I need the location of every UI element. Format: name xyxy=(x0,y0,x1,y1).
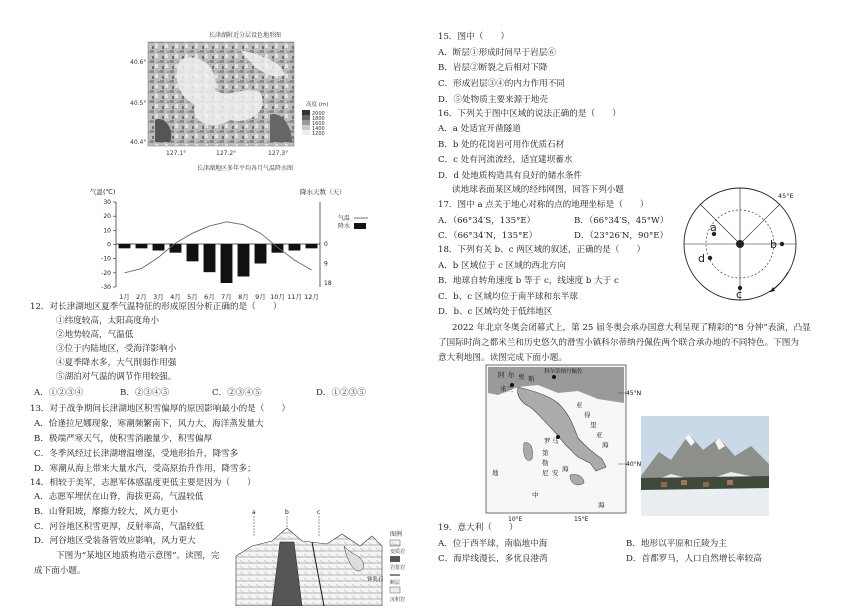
city-rome: 罗 xyxy=(544,437,551,445)
svg-text:斯: 斯 xyxy=(528,375,535,383)
q12-option-d[interactable]: D．①②③⑤ xyxy=(316,388,366,398)
q16-option-c[interactable]: C．c 处有河流流经，适宜建坝蓄水 xyxy=(438,155,573,165)
geology-intro: 下图为“某地区地质构造示意图”。读图，完 xyxy=(56,551,220,561)
left-tick-label: -30 xyxy=(101,284,111,291)
q18-option-d[interactable]: D．b、c 区域均处于低纬地区 xyxy=(438,307,553,317)
left-tick-label: -10 xyxy=(101,255,111,263)
month-label: 8月 xyxy=(238,293,249,301)
point-b: b xyxy=(770,238,777,251)
q19-option-b[interactable]: B．地形以平原和丘陵为主 xyxy=(626,539,727,549)
q14-option-d[interactable]: D．河谷地区受装备管效应影响，风力更大 xyxy=(34,536,196,546)
climate-chart xyxy=(80,180,390,308)
q13-option-d[interactable]: D．寒潮从海上带来大量水汽，受高原抬升作用，降雪多； xyxy=(34,464,256,474)
svg-text:阿: 阿 xyxy=(498,371,505,379)
lat-40n: 40°N xyxy=(626,461,642,468)
label-c: c xyxy=(317,509,321,516)
svg-text:马: 马 xyxy=(552,437,559,445)
lon-label: 127.3° xyxy=(268,150,289,157)
question-18: 18．下列有关 b、c 两区域的叙述，正确的是（ ） xyxy=(438,245,646,255)
question-12: 12．对长津湖地区夏季气温特征的形成原因分析正确的是（ ） xyxy=(30,302,282,312)
lon-45e-label: 45°E xyxy=(778,192,794,200)
point-a: a xyxy=(710,221,717,234)
q17-option-a[interactable]: A．（66°34′S，135°E） xyxy=(438,216,536,226)
q12-item: ⑤湖泊对气温的调节作用较强。 xyxy=(56,372,177,382)
q12-option-a[interactable]: A．①②③④ xyxy=(34,388,84,398)
label-a: a xyxy=(252,509,256,516)
month-label: 6月 xyxy=(204,293,215,301)
topographic-map xyxy=(120,30,350,180)
svg-text:亚: 亚 xyxy=(576,401,583,409)
left-axis-label: 气温(℃) xyxy=(90,188,116,196)
q14-option-c[interactable]: C．河谷地区积雪更厚，反射率高，气温较低 xyxy=(34,522,204,532)
precip-bar xyxy=(187,244,199,261)
question-16: 16．下列关于图中区域的说法正确的是（ ） xyxy=(438,109,621,119)
q18-option-b[interactable]: B．地球自转角速度 b 等于 c，线速度 b 大于 c xyxy=(438,276,619,286)
lat-label: 40.5° xyxy=(130,100,147,107)
svg-text:2000: 2000 xyxy=(312,111,325,117)
geology-diagram xyxy=(232,506,422,606)
legend-title: 图例 xyxy=(390,531,403,538)
svg-text:卑: 卑 xyxy=(518,373,525,381)
right-axis-label: 降水天数（天） xyxy=(300,188,346,196)
right-tick-label: 9 xyxy=(324,260,328,268)
svg-text:第: 第 xyxy=(542,449,549,457)
q16-option-a[interactable]: A．a 处适宜开凿隧道 xyxy=(438,124,521,134)
svg-text:亚: 亚 xyxy=(596,431,603,439)
passage-line: 意大利地图。读图完成下面小题。 xyxy=(438,353,567,363)
left-tick-label: 0 xyxy=(107,241,111,249)
lon-label: 127.2° xyxy=(216,150,237,157)
precip-bar xyxy=(255,244,267,264)
q18-option-c[interactable]: C．b、c 区域均位于南半球和东半球 xyxy=(438,292,578,302)
left-tick-label: 10 xyxy=(103,227,111,235)
q19-option-a[interactable]: A．位于西半球，南临地中海 xyxy=(438,539,548,549)
italy-map xyxy=(478,363,646,523)
lon-15e: 15°E xyxy=(574,516,589,523)
precip-bar xyxy=(136,244,148,248)
mountain-town-photo xyxy=(641,416,769,516)
precip-bar xyxy=(306,244,318,248)
month-label: 10月 xyxy=(270,293,285,301)
point-c: c xyxy=(736,288,743,301)
svg-text:勒: 勒 xyxy=(542,459,549,467)
question-13: 13．对于战争期间长津湖地区积雪偏厚的原因影响最小的是（ ） xyxy=(30,404,291,414)
q15-option-d[interactable]: D．⑤处物质主要来源于地壳 xyxy=(438,95,549,105)
precip-bar xyxy=(221,244,233,283)
precip-bar xyxy=(204,244,216,272)
precip-bar xyxy=(289,244,301,251)
map-title: 长津湖附近分层设色地形图 xyxy=(208,32,282,39)
passage-line: 2022 年北京冬奥会闭幕式上，第 25 届冬奥会承办国意大利呈现了精彩的“8 分钟”表演，凸显 xyxy=(452,323,811,333)
q19-option-c[interactable]: C．海岸线漫长，多优良港湾 xyxy=(438,554,548,564)
svg-text:安: 安 xyxy=(552,469,559,477)
label-b: b xyxy=(285,509,289,516)
svg-text:变质岩: 变质岩 xyxy=(390,549,406,555)
legend-title: 高度 (m) xyxy=(306,102,329,108)
svg-text:中: 中 xyxy=(532,491,539,499)
question-15: 15．图中（ ） xyxy=(438,32,510,42)
left-tick-label: 20 xyxy=(103,213,111,221)
svg-text:海: 海 xyxy=(562,465,569,473)
q16-option-d[interactable]: D．d 处地质构造具有良好的储水条件 xyxy=(438,171,583,181)
lon-10e: 10°E xyxy=(508,516,523,523)
month-label: 1月 xyxy=(119,293,130,301)
lat-label: 40.4° xyxy=(130,139,147,146)
month-label: 7月 xyxy=(221,293,232,301)
month-label: 5月 xyxy=(187,293,198,301)
q17-option-c[interactable]: C．（66°34′N，135°E） xyxy=(438,231,538,241)
svg-text:尼: 尼 xyxy=(542,469,549,477)
q15-option-c[interactable]: C．形成岩层③④的内力作用不同 xyxy=(438,79,565,89)
q14-option-b[interactable]: B．山脊阳坡，摩擦力较大，风力更小 xyxy=(34,507,178,517)
latlon-intro: 读地球表面某区域的经纬网图，回答下列小题 xyxy=(452,185,624,195)
point-d: d xyxy=(698,252,705,265)
svg-text:沉积岩: 沉积岩 xyxy=(390,597,406,603)
svg-text:1400: 1400 xyxy=(312,126,325,132)
svg-text:1600: 1600 xyxy=(312,121,325,127)
q19-option-d[interactable]: D．首都罗马，人口自然增长率较高 xyxy=(626,554,762,564)
svg-text:里: 里 xyxy=(590,421,597,429)
svg-text:断层: 断层 xyxy=(390,580,401,586)
q15-option-b[interactable]: B．岩层②断裂之后相对下降 xyxy=(438,63,548,73)
month-label: 3月 xyxy=(153,293,164,301)
question-17: 17．图中 a 点关于地心对称的点的地理坐标是（ ） xyxy=(438,200,649,210)
q18-option-a[interactable]: A．b 区域位于 c 区域的西北方向 xyxy=(438,261,566,271)
chart-title: 长津湖地区多年平均各月气温降水图 xyxy=(196,165,294,172)
lat-label: 40.6° xyxy=(130,59,147,66)
lon-label: 127.1° xyxy=(166,150,187,157)
q12-item: ②地势较高，气温低 xyxy=(56,330,134,340)
q14-option-a[interactable]: A．志愿军埋伏在山脊，海拔更高，气温较低 xyxy=(34,492,204,502)
month-label: 12月 xyxy=(304,293,319,301)
svg-text:1800: 1800 xyxy=(312,116,325,122)
q12-option-b[interactable]: B．②③④⑤ xyxy=(120,388,170,398)
month-label: 2月 xyxy=(136,293,147,301)
left-tick-label: -20 xyxy=(101,269,111,277)
city-cortina: 科尔蒂纳丹佩佐 xyxy=(544,369,583,375)
legend-precip: 降水 xyxy=(338,223,351,230)
q13-option-c[interactable]: C．冬季风经过长津湖增温增湿，受地形抬升，降雪多 xyxy=(34,449,239,459)
precip-bar xyxy=(170,244,182,253)
polar-graticule-diagram xyxy=(670,184,810,308)
question-14: 14．相较于美军，志愿军体感温度更低主要是因为（ ） xyxy=(30,478,256,488)
legend-temp: 气温 xyxy=(338,215,351,222)
month-label: 11月 xyxy=(287,293,302,301)
question-19: 19．意大利（ ） xyxy=(438,523,518,533)
q13-option-b[interactable]: B．极端严寒天气，使积雪消融量少，积雪偏厚 xyxy=(34,434,213,444)
q12-option-c[interactable]: C．②③④⑤ xyxy=(212,388,262,398)
precip-bar xyxy=(153,244,165,251)
q17-option-d[interactable]: D．（23°26′N，90°E） xyxy=(574,231,669,241)
city-milan: 米兰 xyxy=(500,385,513,393)
q12-item: ①纬度较高，太阳高度角小 xyxy=(56,316,160,326)
left-tick-label: 30 xyxy=(103,199,111,206)
right-tick-label: 18 xyxy=(324,280,332,287)
month-label: 4月 xyxy=(170,293,181,301)
precip-bar xyxy=(119,244,131,248)
precip-bar xyxy=(238,244,250,277)
lat-45n: 45°N xyxy=(626,390,642,397)
q13-option-a[interactable]: A．恰逢拉尼娜现象，寒潮频繁南下，风力大，海洋蒸发量大 xyxy=(34,419,264,429)
right-tick-label: 0 xyxy=(324,241,328,248)
q12-item: ④夏季降水多，大气削弱作用强 xyxy=(56,358,177,368)
svg-text:海: 海 xyxy=(602,441,609,449)
precip-bar xyxy=(272,244,284,253)
q15-option-a[interactable]: A．断层①形成时间早于岩层⑥ xyxy=(438,48,556,58)
q16-option-b[interactable]: B．b 处的花岗岩可用作优质石材 xyxy=(438,140,565,150)
q17-option-b[interactable]: B．（66°34′S，45°W） xyxy=(574,216,669,226)
passage-line: 了国际时尚之都米兰和历史悠久的滑雪小镇科尔蒂纳丹佩佐两个联合承办地的不同特色。下图为 xyxy=(438,338,799,348)
cave-label: 钟乳石 xyxy=(367,577,384,583)
svg-text:尔: 尔 xyxy=(508,371,515,379)
svg-text:得: 得 xyxy=(584,411,591,419)
month-label: 9月 xyxy=(255,293,266,301)
geology-intro-cont: 成下面小题。 xyxy=(34,566,86,576)
q12-item: ③位于内陆地区，受海洋影响小 xyxy=(56,344,177,354)
svg-text:海: 海 xyxy=(598,501,605,509)
svg-text:1200: 1200 xyxy=(312,131,325,137)
svg-text:岩浆岩: 岩浆岩 xyxy=(390,565,406,571)
svg-text:地: 地 xyxy=(492,469,499,477)
